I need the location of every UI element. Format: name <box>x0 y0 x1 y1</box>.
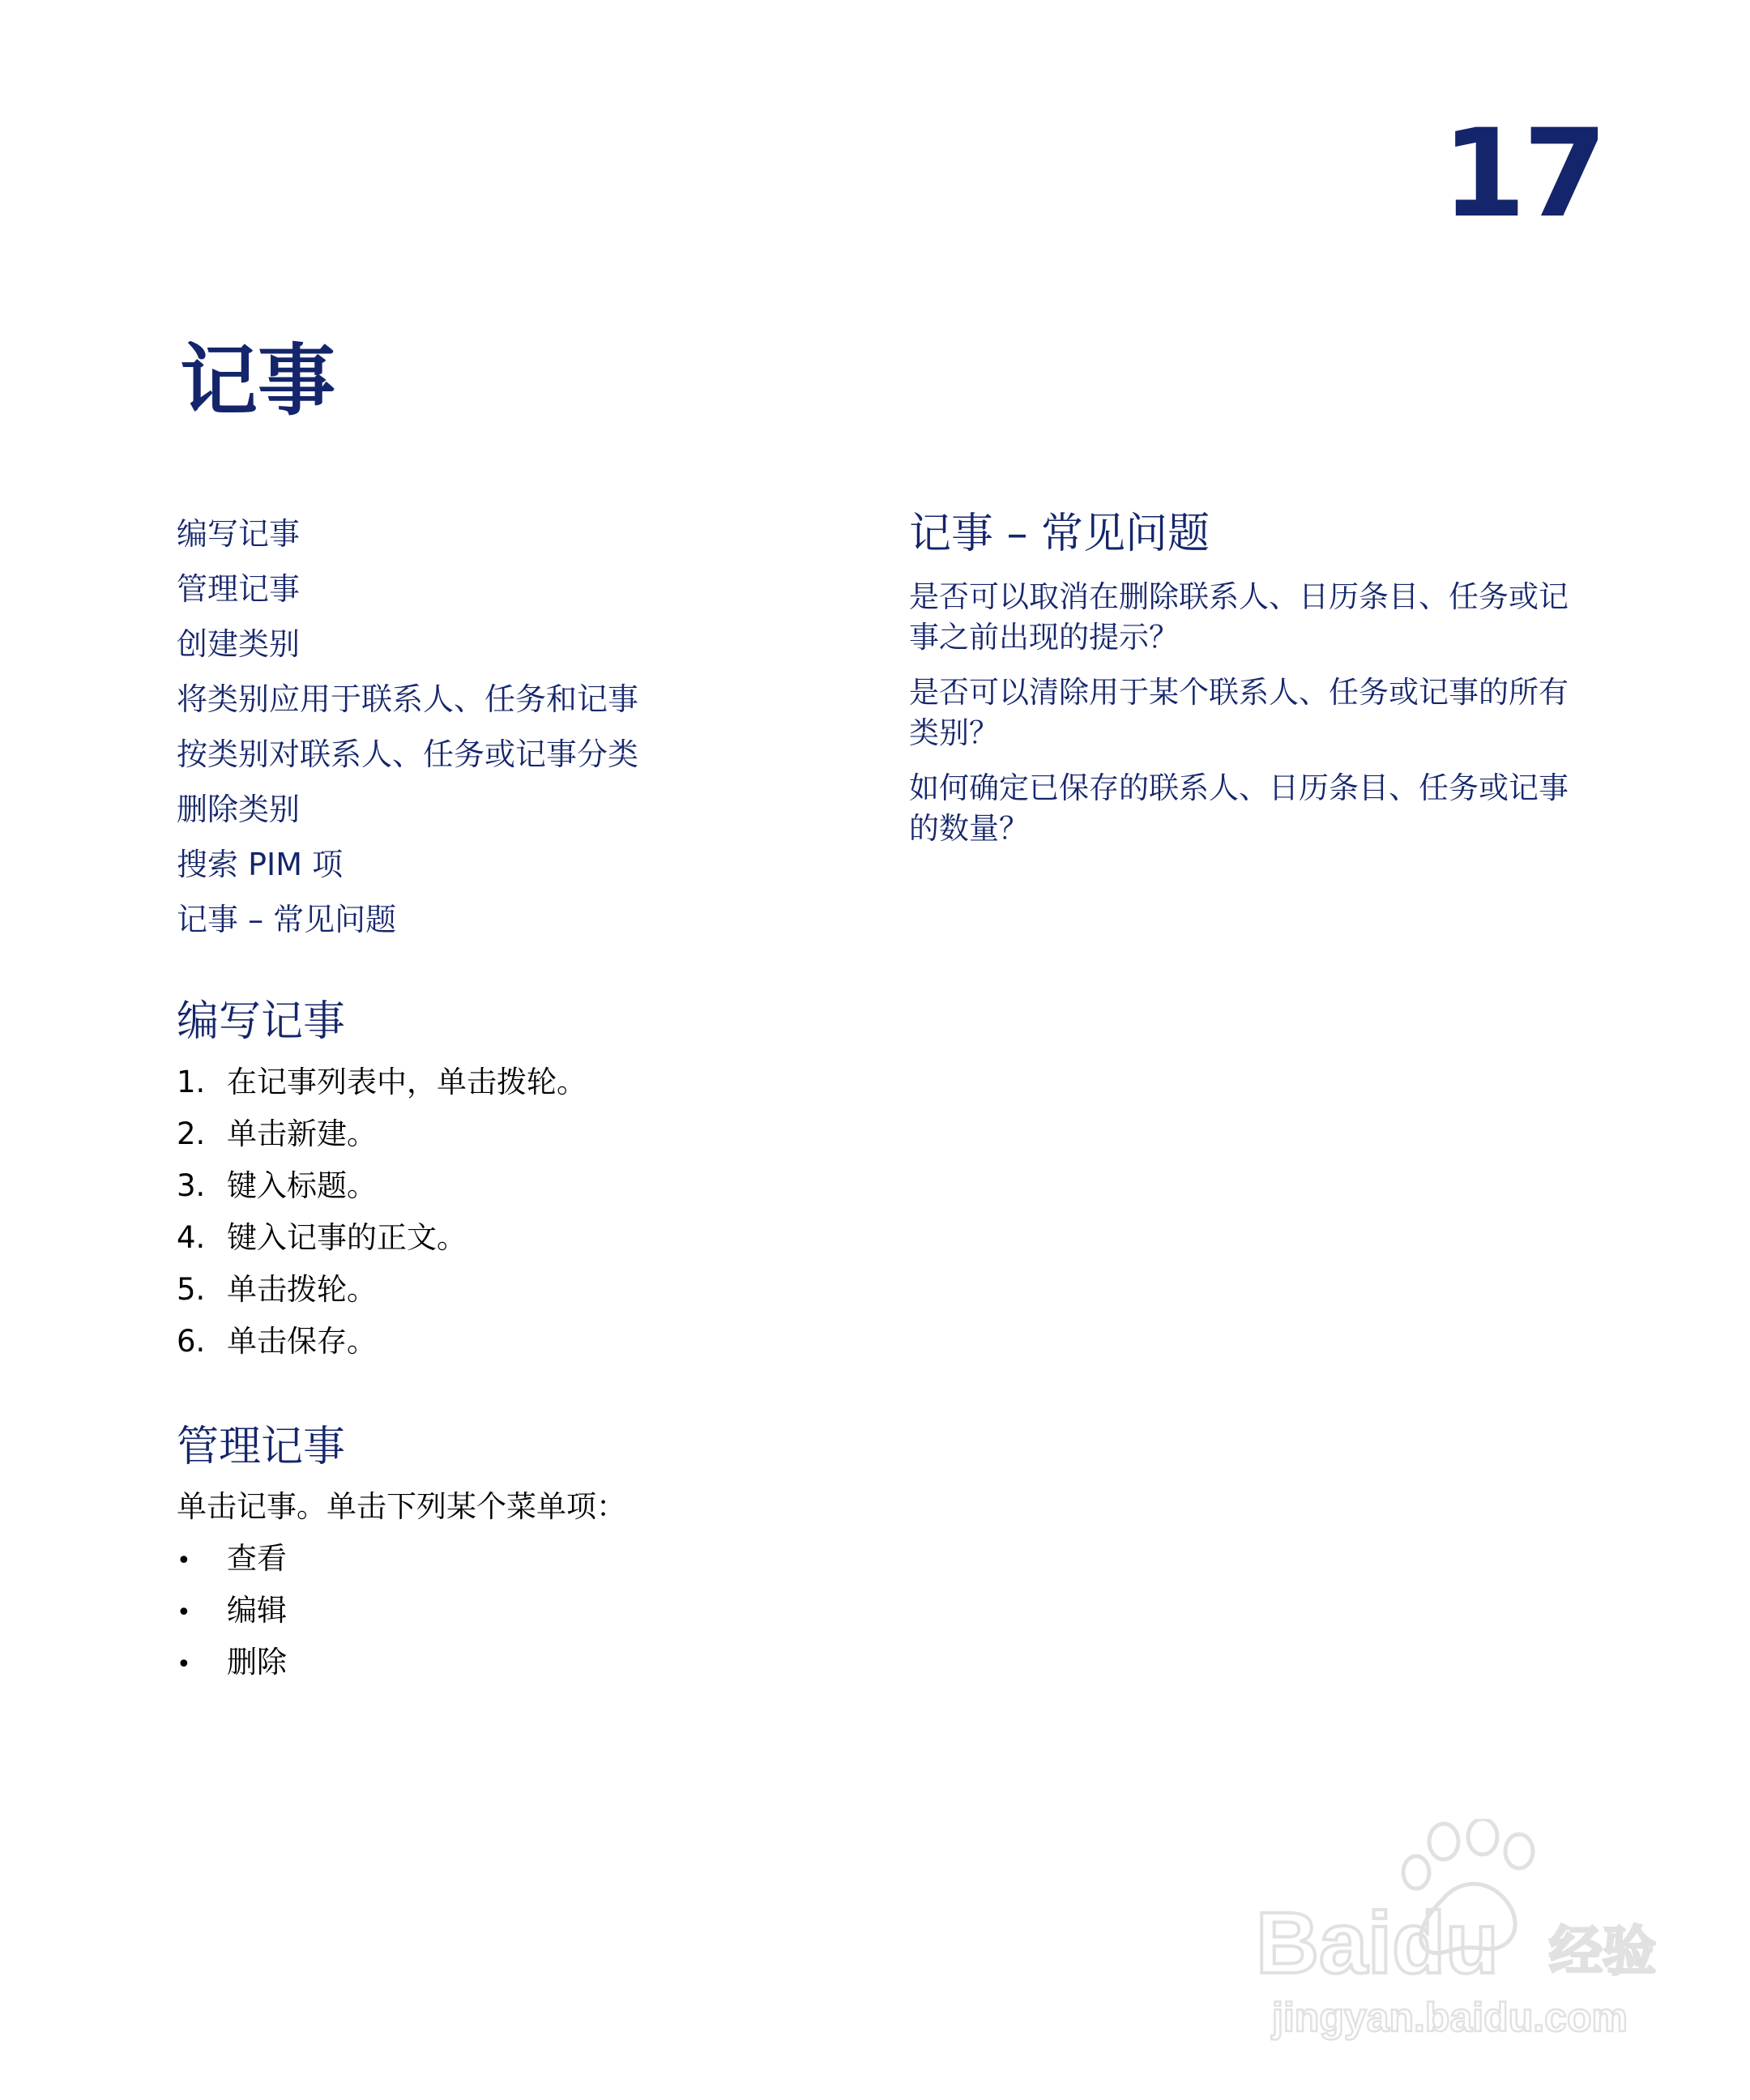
manage-intro: 单击记事。单击下列某个菜单项： <box>177 1489 626 1524</box>
step-number: 3. <box>177 1168 206 1203</box>
faq-list <box>909 577 1573 864</box>
step-text: 单击保存。 <box>227 1324 377 1359</box>
toc-link-manage-notes[interactable]: 管理记事 <box>177 571 301 607</box>
toc-link-delete-category[interactable]: 删除类别 <box>177 792 301 827</box>
toc-link-apply-category[interactable]: 将类别应用于联系人、任务和记事 <box>177 681 639 717</box>
step-text: 单击新建。 <box>227 1116 377 1151</box>
faq-section-heading: 记事 – 常见问题 <box>909 510 1210 558</box>
compose-steps <box>177 1056 587 1368</box>
baidu-jingyan-watermark <box>1240 1819 1693 2054</box>
manage-menu-items <box>177 1533 287 1688</box>
step-number: 1. <box>177 1065 206 1099</box>
step-number: 5. <box>177 1272 206 1307</box>
faq-question-link[interactable]: 是否可以取消在删除联系人、日历条目、任务或记事之前出现的提示？ <box>909 579 1569 655</box>
step-text: 单击拨轮。 <box>227 1272 377 1307</box>
toc-link-faq[interactable]: 记事 – 常见问题 <box>177 902 397 937</box>
bullet-item <box>177 1533 287 1585</box>
watermark-url: jingyan.baidu.com <box>1272 1995 1628 2040</box>
faq-question-link[interactable]: 是否可以清除用于某个联系人、任务或记事的所有类别？ <box>909 675 1569 750</box>
chapter-title: 记事 <box>180 335 335 426</box>
toc-link-compose-note[interactable]: 编写记事 <box>177 516 301 552</box>
table-of-contents <box>177 506 638 947</box>
faq-question-link[interactable]: 如何确定已保存的联系人、日历条目、任务或记事的数量？ <box>909 770 1569 846</box>
step-number: 2. <box>177 1116 206 1151</box>
bullet-icon: • <box>177 1650 191 1679</box>
step-item <box>177 1264 587 1316</box>
chapter-number: 17 <box>1441 104 1604 245</box>
step-text: 键入记事的正文。 <box>227 1220 467 1255</box>
compose-section-heading: 编写记事 <box>177 997 346 1046</box>
bullet-text: 查看 <box>227 1541 287 1576</box>
watermark-suffix: 经验 <box>1549 1920 1656 1983</box>
step-item <box>177 1212 587 1264</box>
toc-link-sort-by-category[interactable]: 按类别对联系人、任务或记事分类 <box>177 736 639 772</box>
step-text: 键入标题。 <box>227 1168 377 1203</box>
bullet-text: 删除 <box>227 1645 287 1680</box>
bullet-icon: • <box>177 1598 191 1627</box>
bullet-item <box>177 1637 287 1688</box>
manage-section-heading: 管理记事 <box>177 1423 346 1471</box>
bullet-icon: • <box>177 1547 191 1575</box>
bullet-text: 编辑 <box>227 1593 287 1628</box>
step-text: 在记事列表中，单击拨轮。 <box>227 1065 587 1099</box>
step-item <box>177 1160 587 1212</box>
watermark-brand: Baidu <box>1256 1893 1500 1991</box>
step-item <box>177 1316 587 1368</box>
toc-link-search-pim[interactable]: 搜索 PIM 项 <box>177 847 344 882</box>
bullet-item <box>177 1585 287 1637</box>
step-number: 4. <box>177 1220 206 1255</box>
step-item <box>177 1108 587 1160</box>
step-number: 6. <box>177 1324 206 1359</box>
step-item <box>177 1056 587 1108</box>
toc-link-create-category[interactable]: 创建类别 <box>177 626 301 662</box>
